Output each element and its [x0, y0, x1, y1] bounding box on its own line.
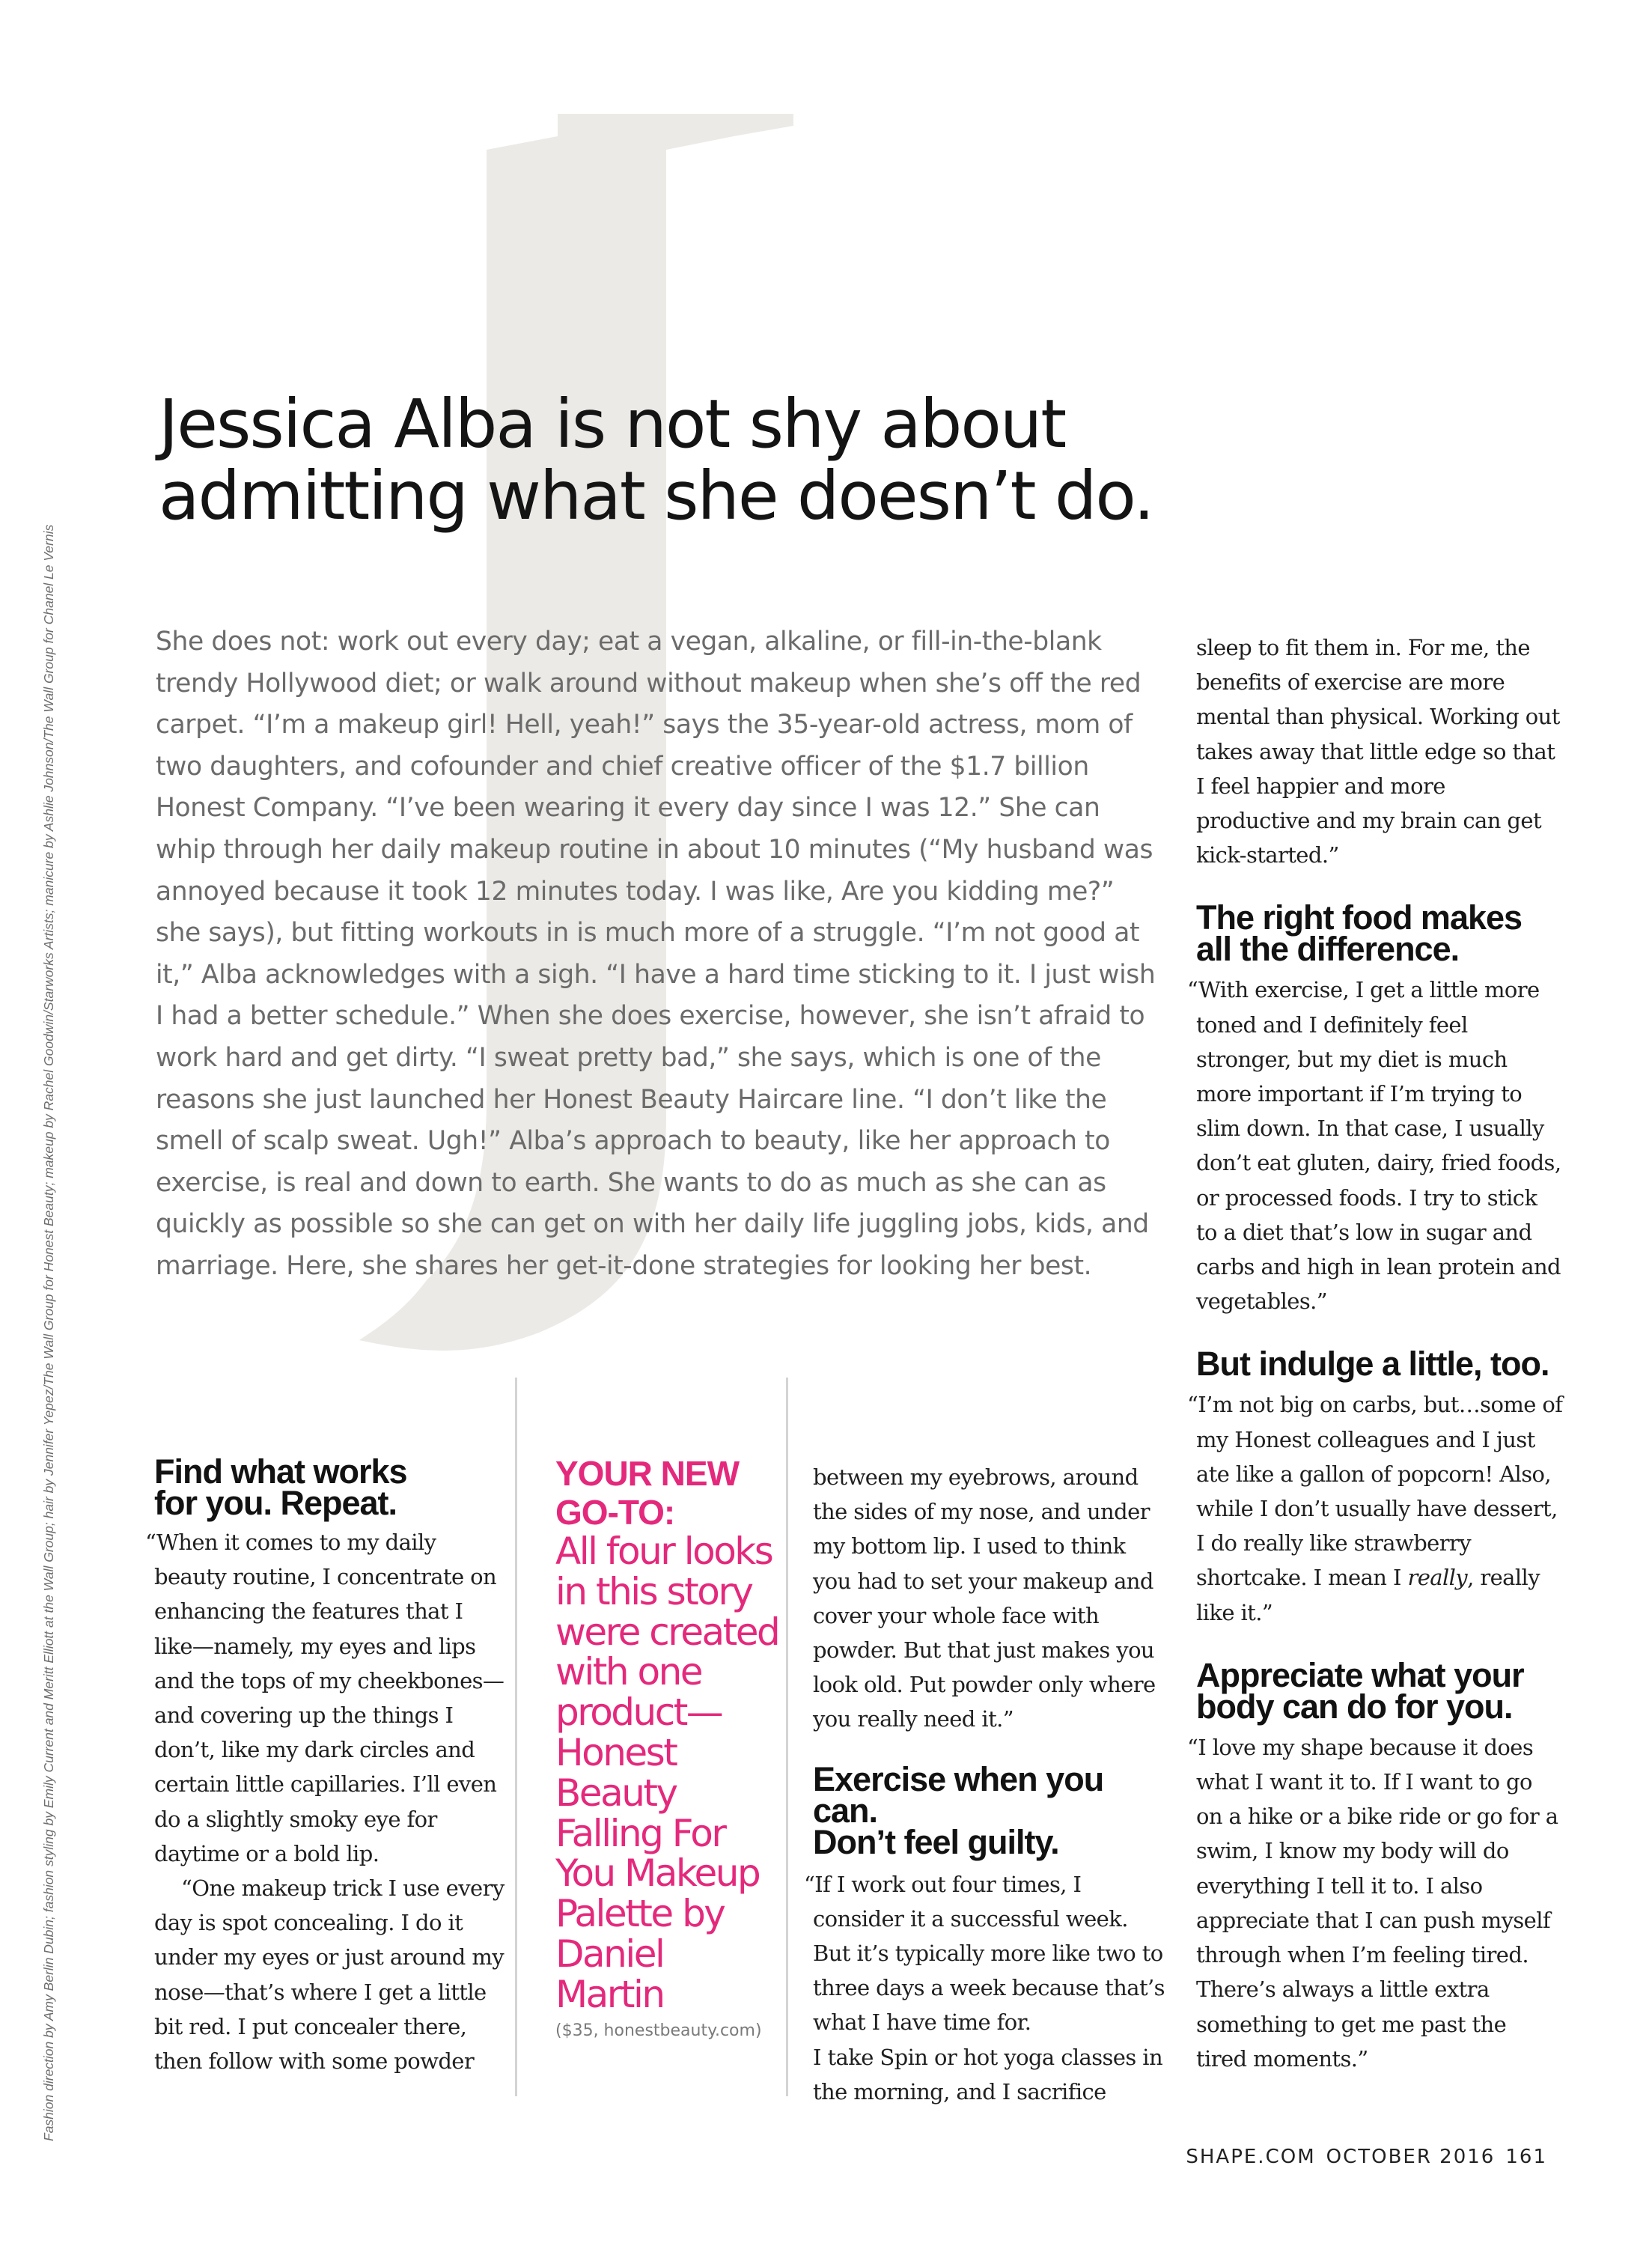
- body-paragraph: “One makeup trick I use every day is spot concealing. I do it under my eyes or just around my nose—that’s where I get a little bit red. I put concealer there, then follow with some powder: [154, 1875, 505, 2075]
- product-callout: [555, 1454, 780, 2040]
- column-2: [804, 1460, 1165, 2109]
- subhead-line: The right food makes: [1196, 898, 1523, 937]
- body-paragraph: “I love my shape because it does what I want it to. If I want to go on a hike or a bike ride or go for a swim, I know my body will do everything I tell it to. I also appreciate that I can push myself through when I’m feeling tired. There’s always a little extra something to get me past the tired moments.”: [1187, 1734, 1558, 2072]
- body-text: , really like it.”: [1196, 1565, 1540, 1625]
- subhead-line: Exercise when you can.: [813, 1759, 1104, 1830]
- callout-kicker-line: GO-TO:: [555, 1493, 675, 1532]
- photo-credits: Fashion direction by Amy Berlin Dubin; fashion styling by Emily Current and Meritt Elliott at the Wall Group; hair by Jennifer Yepez/The Wall Group for Honest Beauty; makeup by Rachel Goodwin/Starworks Artists; manicure by Ashlie Johnson/The Wall Group for Chanel Le Vernis: [41, 524, 56, 2141]
- body-paragraph: [1187, 1387, 1563, 1629]
- subhead-line: all the difference.: [1196, 930, 1460, 969]
- folio-site: SHAPE.COM: [1186, 2146, 1316, 2168]
- column-3: [1187, 630, 1563, 2076]
- body-paragraph: I take Spin or hot yoga classes in the morning, and I sacrifice: [813, 2044, 1163, 2105]
- page-folio: [1175, 2146, 1547, 2168]
- subhead-line: for you. Repeat.: [154, 1484, 397, 1522]
- body-paragraph: “If I work out four times, I consider it a successful week. But it’s typically more like two to three days a week because that’s what I have time for.: [804, 1871, 1165, 2036]
- headline: [159, 385, 1356, 535]
- subhead-line: Find what works: [154, 1452, 407, 1491]
- subhead-line: Appreciate what your: [1196, 1655, 1524, 1694]
- intro-paragraph: She does not: work out every day; eat a vegan, alkaline, or fill-in-the-blank trendy Hollywood diet; or walk around without makeup when she’s off the red carpet. “I’m a makeup girl! Hell, yeah!” says the 35-year-old actress, mom of two daughters, and cofounder and chief creative officer of the $1.7 billion Honest Company. “I’ve been wearing it every day since I was 12.” She can whip through her daily makeup routine in about 10 minutes (“My husband was annoyed because it took 12 minutes today. I was like, Are you kidding me?” she says), but fitting workouts in is much more of a struggle. “I’m not good at it,” Alba acknowledges with a sigh. “I have a hard time sticking to it. I just wish I had a better schedule.” When she does exercise, however, she isn’t afraid to work hard and get dirty. “I sweat pretty bad,” she says, which is one of the reasons she just launched her Honest Beauty Haircare line. “I don’t like the smell of scalp sweat. Ugh!” Alba’s approach to beauty, like her approach to exercise, is real and down to earth. She wants to do as much as she can as quickly as possible so she can get on with her daily life juggling jobs, kids, and marriage. Here, she shares her get-it-done strategies for looking her best.: [156, 627, 1156, 1281]
- subhead-exercise: [813, 1759, 1165, 1861]
- emphasis-text: really: [1407, 1565, 1468, 1591]
- subhead-line: Don’t feel guilty.: [813, 1822, 1059, 1861]
- subhead-find-what-works: [154, 1452, 506, 1522]
- callout-kicker-line: YOUR NEW: [555, 1454, 739, 1493]
- callout-kicker: [555, 1454, 780, 1532]
- column-1: [145, 1452, 506, 2078]
- body-text: “I’m not big on carbs, but…some of my Honest colleagues and I just ate like a gallon of popcorn! Also, while I don’t usually have dessert, I do really like strawberry shortcake. I mean I: [1187, 1392, 1563, 1591]
- subhead-indulge: But indulge a little, too.: [1196, 1345, 1549, 1384]
- headline-line-1: Jessica Alba is not shy about: [159, 385, 1066, 463]
- subhead-right-food: [1196, 898, 1563, 969]
- callout-body: All four looks in this story were created with one product—Honest Beauty Falling For You Makeup Palette by Daniel Martin: [555, 1530, 779, 2016]
- subhead-appreciate: [1196, 1655, 1563, 1726]
- callout-price: ($35, honestbeauty.com): [555, 2021, 762, 2040]
- folio-issue: OCTOBER 2016: [1326, 2146, 1496, 2168]
- body-paragraph: sleep to fit them in. For me, the benefits of exercise are more mental than physical. Working out takes away that little edge so that I feel happier and more productive and my brain can get kick-started.”: [1196, 635, 1560, 868]
- column-divider: [515, 1378, 517, 2096]
- subhead-line: body can do for you.: [1196, 1687, 1513, 1726]
- body-paragraph: “With exercise, I get a little more toned and I definitely feel stronger, but my diet is much more important if I’m trying to slim down. In that case, I usually don’t eat gluten, dairy, fried foods, or processed foods. I try to stick to a diet that’s low in sugar and carbs and high in lean protein and vegetables.”: [1187, 977, 1561, 1315]
- headline-line-2: admitting what she doesn’t do.: [159, 457, 1153, 535]
- column-divider: [786, 1378, 788, 2096]
- folio-page-number: 161: [1505, 2146, 1547, 2168]
- body-paragraph: “When it comes to my daily beauty routine, I concentrate on enhancing the features that I like—namely, my eyes and lips and the tops of my cheekbones—and covering up the things I don’t, like my dark circles and certain little capillaries. I’ll even do a slightly smoky eye for daytime or a bold lip.: [145, 1530, 505, 1866]
- body-paragraph: between my eyebrows, around the sides of my nose, and under my bottom lip. I used to think you had to set your makeup and cover your whole face with powder. But that just makes you look old. Put powder only where you really need it.”: [813, 1464, 1156, 1732]
